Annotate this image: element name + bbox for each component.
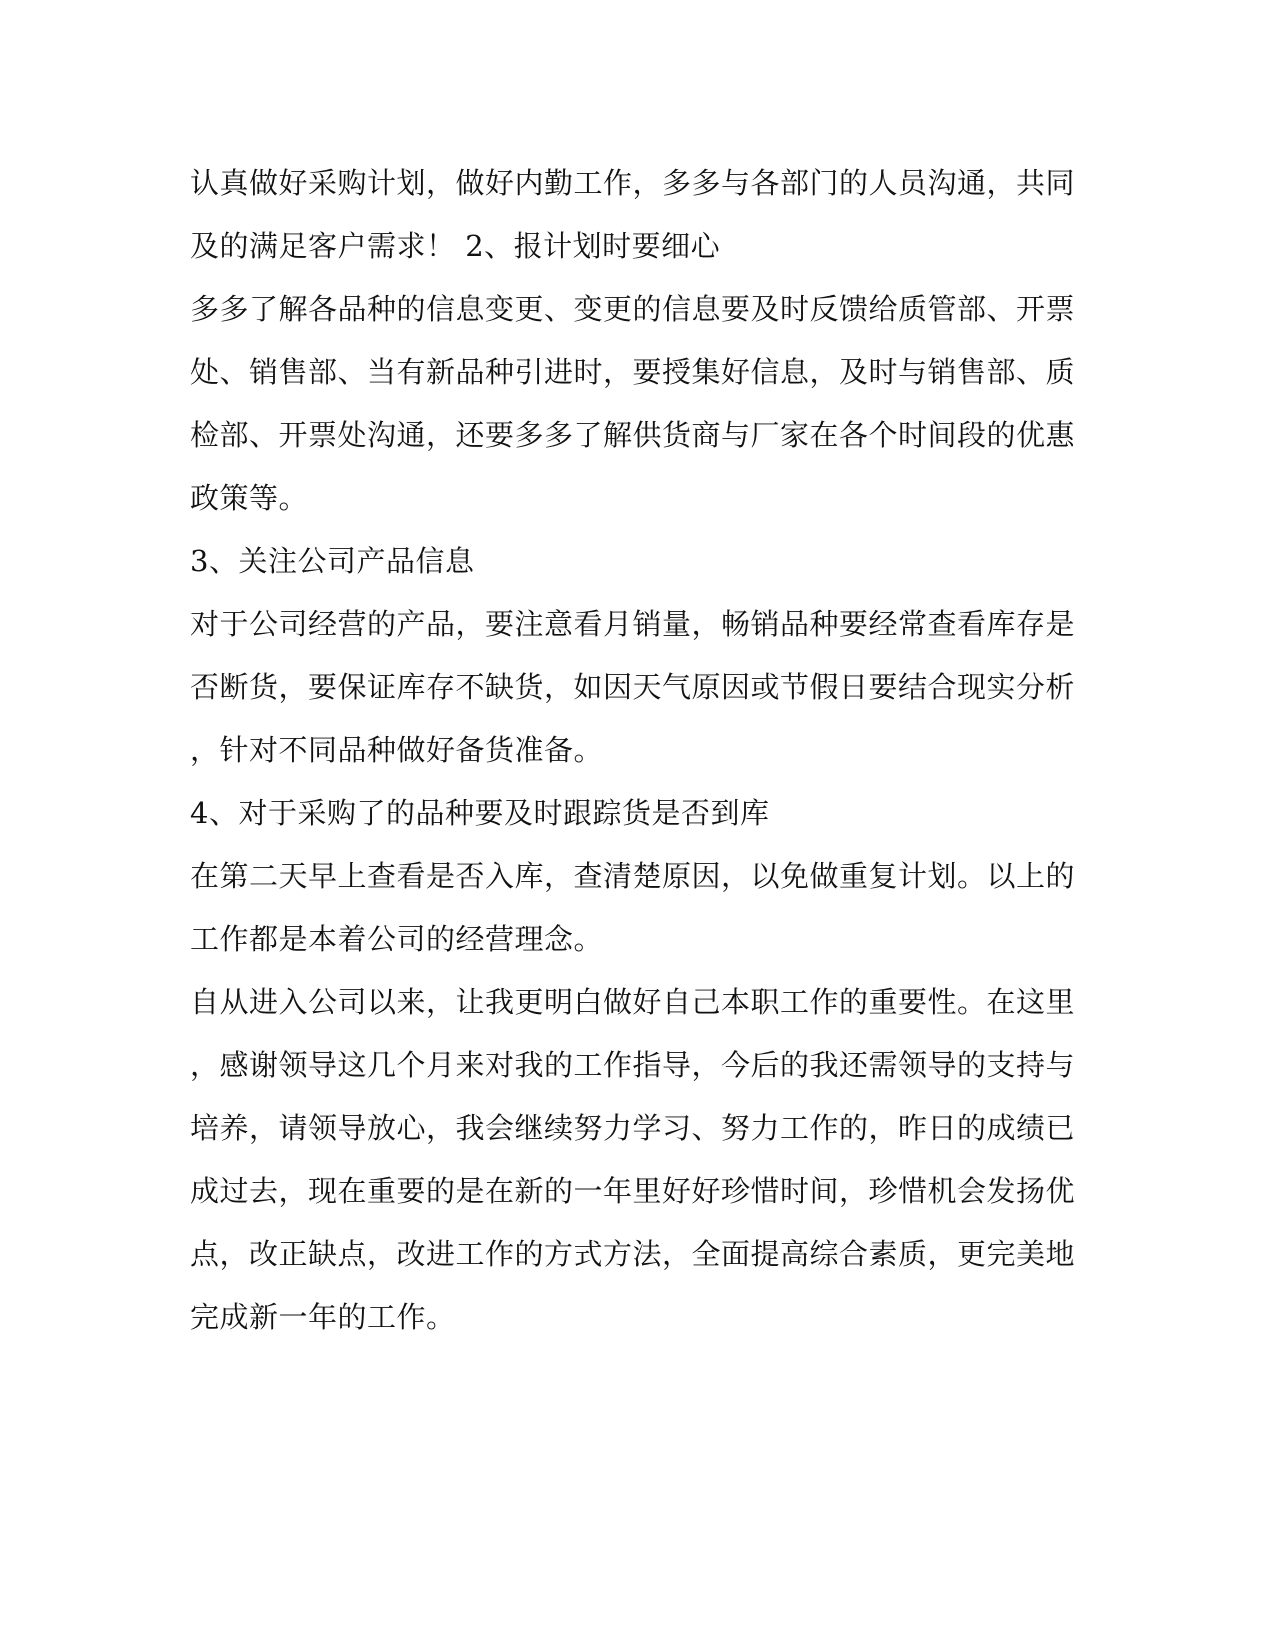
document-body	[190, 152, 1090, 1349]
text-line: 在第二天早上查看是否入库，查清楚原因，以免做重复计划。以上的	[190, 859, 1076, 893]
text-line: 自从进入公司以来，让我更明白做好自己本职工作的重要性。在这里	[190, 985, 1076, 1019]
text-line: 否断货，要保证库存不缺货，如因天气原因或节假日要结合现实分析	[190, 670, 1076, 704]
text-line: ，针对不同品种做好备货准备。	[190, 733, 604, 767]
text-line: 多多了解各品种的信息变更、变更的信息要及时反馈给质管部、开票	[190, 292, 1076, 326]
section-heading: 4、对于采购了的品种要及时跟踪货是否到库	[190, 796, 770, 830]
text-line: 政策等。	[190, 481, 309, 515]
text-line: 及的满足客户需求！ 2、报计划时要细心	[190, 229, 721, 263]
section-heading: 3、关注公司产品信息	[190, 544, 475, 578]
text-line: 工作都是本着公司的经营理念。	[190, 922, 604, 956]
text-line: 认真做好采购计划，做好内勤工作，多多与各部门的人员沟通，共同	[190, 166, 1076, 200]
text-line: 成过去，现在重要的是在新的一年里好好珍惜时间，珍惜机会发扬优	[190, 1174, 1076, 1208]
text-line: ，感谢领导这几个月来对我的工作指导，今后的我还需领导的支持与	[190, 1048, 1076, 1082]
text-line: 处、销售部、当有新品种引进时，要授集好信息，及时与销售部、质	[190, 355, 1076, 389]
text-line: 完成新一年的工作。	[190, 1300, 456, 1334]
text-line: 培养，请领导放心，我会继续努力学习、努力工作的，昨日的成绩已	[190, 1111, 1076, 1145]
text-line: 点，改正缺点，改进工作的方式方法，全面提高综合素质，更完美地	[190, 1237, 1076, 1271]
text-line: 对于公司经营的产品，要注意看月销量，畅销品种要经常查看库存是	[190, 607, 1076, 641]
text-line: 检部、开票处沟通，还要多多了解供货商与厂家在各个时间段的优惠	[190, 418, 1076, 452]
